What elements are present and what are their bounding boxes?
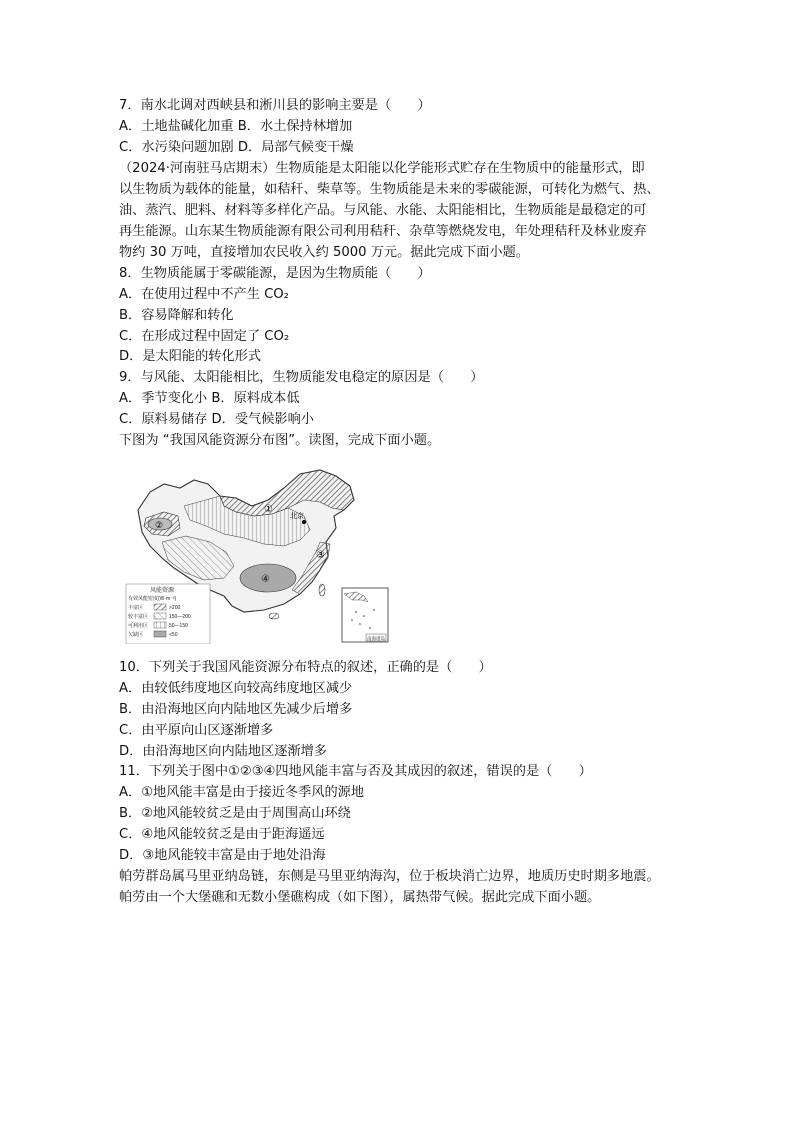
q8-option-d: D．是太阳能的转化形式 (119, 349, 262, 364)
passage2-line-1: 帕劳群岛属马里亚纳岛链，东侧是马里亚纳海沟，位于板块消亡边界，地质历史时期多地震。 (119, 869, 660, 884)
inset-label: 南海诸岛 (367, 636, 385, 641)
legend-label-lacking: 欠缺区 (128, 632, 144, 638)
legend-value-usable: 50—150 (169, 623, 188, 629)
marker-2: ② (155, 521, 164, 531)
passage1-line-5: 物约 30 万吨，直接增加农民收入约 5000 万元。据此完成下面小题。 (119, 245, 529, 260)
taiwan (319, 584, 325, 596)
q9-stem: 9．与风能、太阳能相比，生物质能发电稳定的原因是（ ） (119, 370, 484, 385)
passage1-line-1: （2024·河南驻马店期末）生物质能是太阳能以化学能形式贮存在生物质中的能量形式，即 (119, 161, 645, 176)
passage1-line-2: 以生物质为载体的能量，如秸秆、柴草等。生物质能是未来的零碳能源，可转化为燃气、热、 (119, 182, 660, 197)
q11-option-c: C．④地风能较贫乏是由于距海遥远 (119, 827, 325, 842)
legend-swatch-lacking (154, 631, 166, 637)
beijing-label: 北京 (290, 513, 304, 520)
q10-option-c: C．由平原向山区逐渐增多 (119, 723, 274, 738)
legend-label-rich: 丰富区 (128, 605, 144, 611)
q9-options-ab: A．季节变化小 B．原料成本低 (119, 391, 300, 406)
legend-label-usable: 可利用区 (128, 623, 149, 629)
q10-option-a: A．由较低纬度地区向较高纬度地区减少 (119, 681, 353, 696)
legend-title: 风能资源 (150, 588, 175, 594)
legend-value-rich: >200 (169, 605, 181, 611)
legend-swatch-fairly-rich (154, 613, 166, 619)
legend-swatch-rich (154, 604, 166, 610)
q11-option-a: A．①地风能丰富是由于接近冬季风的源地 (119, 785, 365, 800)
q7-options-cd: C．水污染问题加剧 D．局部气候变干燥 (119, 140, 354, 155)
q7-stem: 7．南水北调对西峡县和淅川县的影响主要是（ ） (119, 98, 431, 113)
q8-option-a: A．在使用过程中不产生 CO₂ (119, 287, 289, 302)
legend-value-lacking: <50 (169, 632, 178, 638)
q10-option-d: D．由沿海地区向内陆地区逐渐增多 (119, 744, 327, 759)
q11-option-d: D．③地风能较丰富是由于地处沿海 (119, 848, 326, 863)
q8-stem: 8．生物质能属于零碳能源，是因为生物质能（ ） (119, 266, 431, 281)
marker-4: ④ (261, 574, 270, 585)
legend-label-fairly-rich: 较丰富区 (128, 614, 149, 620)
q10-stem: 10．下列关于我国风能资源分布特点的叙述，正确的是（ ） (119, 660, 492, 675)
wind-energy-map (124, 466, 390, 644)
q8-option-c: C．在形成过程中固定了 CO₂ (119, 329, 290, 344)
marker-3: ③ (316, 550, 325, 561)
legend-swatch-usable (154, 622, 166, 628)
map-intro: 下图为 “我国风能资源分布图”。读图，完成下面小题。 (119, 433, 441, 448)
q11-option-b: B．②地风能较贫乏是由于周围高山环绕 (119, 806, 351, 821)
q9-options-cd: C．原料易储存 D．受气候影响小 (119, 412, 314, 427)
passage1-line-3: 油、蒸汽、肥料、材料等多样化产品。与风能、水能、太阳能相比，生物质能是最稳定的可 (119, 203, 647, 218)
marker-1: ① (264, 504, 273, 515)
q11-stem: 11．下列关于图中①②③④四地风能丰富与否及其成因的叙述，错误的是（ ） (119, 764, 592, 779)
beijing-dot (302, 520, 306, 524)
q8-option-b: B．容易降解和转化 (119, 308, 234, 323)
legend-subtitle: 有效风能密度(W·m⁻²) (128, 596, 177, 602)
hainan (269, 613, 279, 619)
legend-value-fairly-rich: 150—200 (169, 614, 191, 620)
passage2-line-2: 帕劳由一个大堡礁和无数小堡礁构成（如下图），属热带气候。据此完成下面小题。 (119, 890, 601, 905)
q7-options-ab: A．土地盐碱化加重 B．水土保持林增加 (119, 119, 353, 134)
passage1-line-4: 再生能源。山东某生物质能源有限公司利用秸秆、杂草等燃烧发电，年处理秸秆及林业废弃 (119, 224, 647, 239)
q10-option-b: B．由沿海地区向内陆地区先减少后增多 (119, 702, 353, 717)
